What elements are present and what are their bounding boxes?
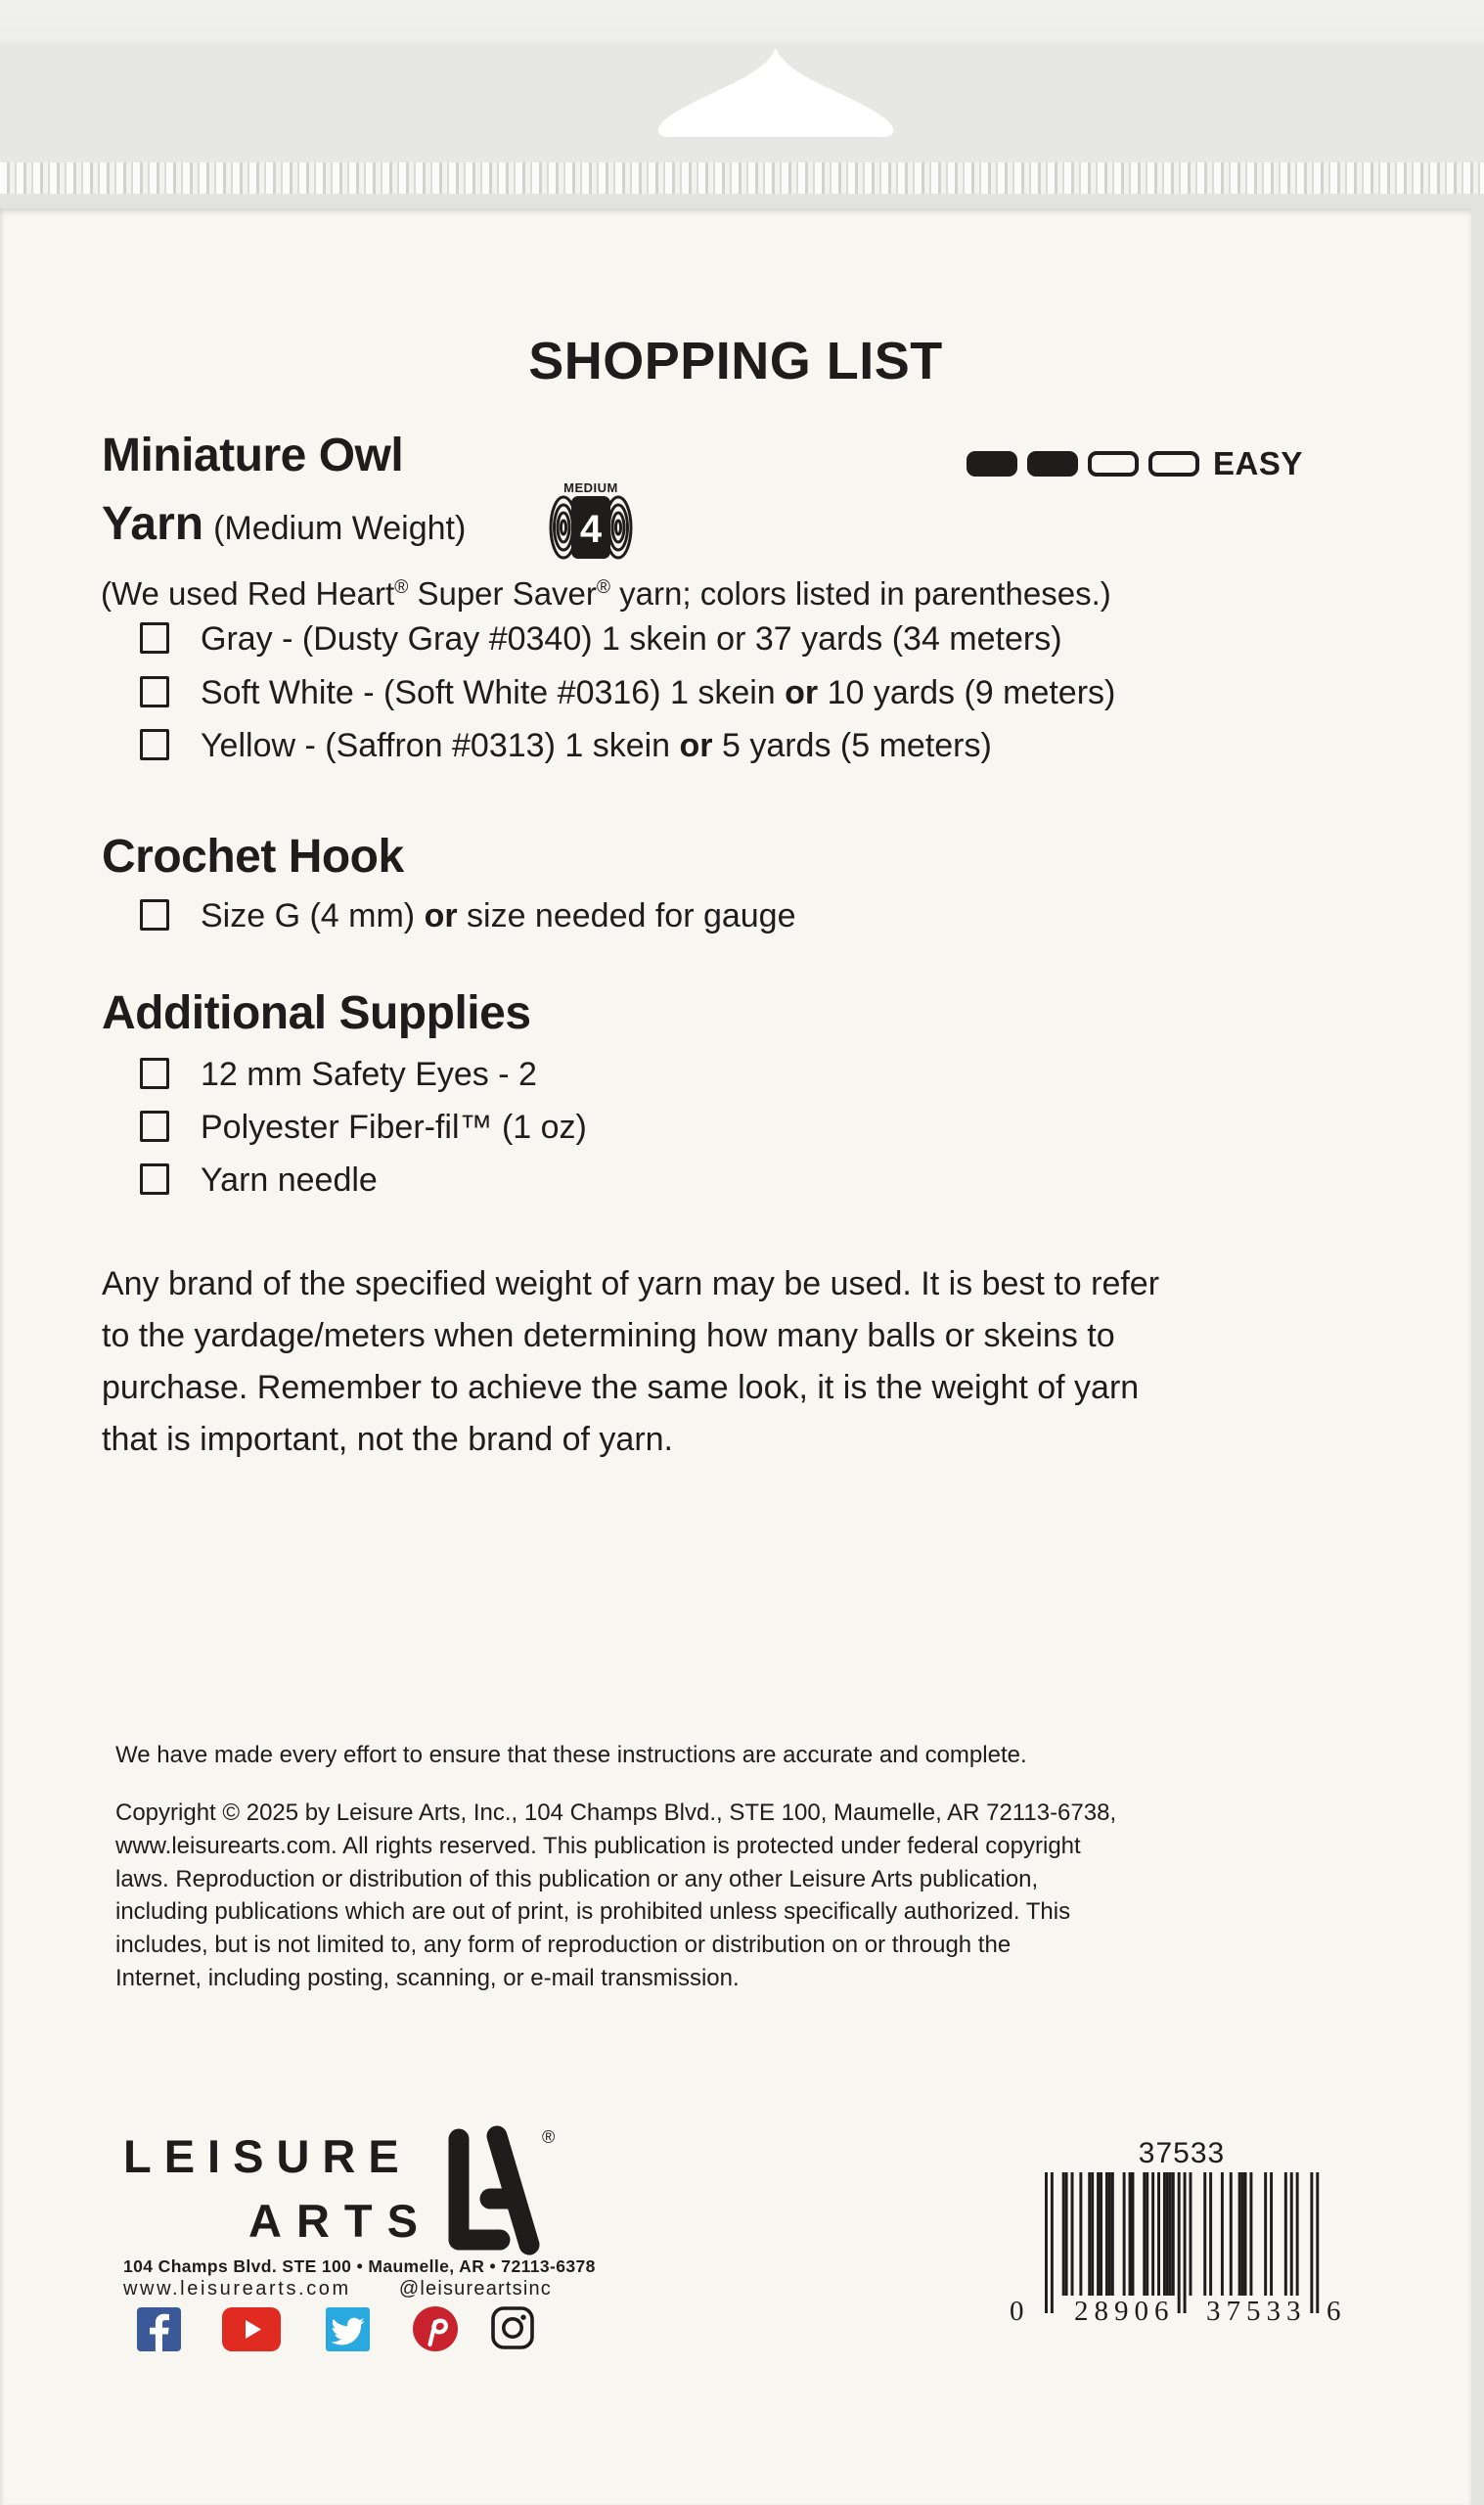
checkbox <box>140 729 169 760</box>
publisher-address: 104 Champs Blvd. STE 100 • Maumelle, AR • 72113-6378 <box>123 2256 596 2276</box>
item-text: Gray - (Dusty Gray #0340) 1 skein or 37 yards (34 meters) <box>201 620 1062 658</box>
upc-digit-group1: 28906 <box>1074 2296 1175 2327</box>
pinterest-icon <box>413 2306 458 2356</box>
accuracy-note: We have made every effort to ensure that these instructions are accurate and complete. <box>115 1742 1027 1768</box>
item-text: 12 mm Safety Eyes - 2 <box>201 1056 537 1093</box>
page-title: SHOPPING LIST <box>528 332 943 390</box>
item-or: or <box>424 897 458 934</box>
yarn-weight-number: 4 <box>579 508 603 551</box>
difficulty-label: EASY <box>1213 445 1303 481</box>
yarn-heading-word: Yarn <box>102 498 204 550</box>
item-text: Polyester Fiber-fil™ (1 oz) <box>201 1109 587 1146</box>
item-text: Soft White - (Soft White #0316) 1 skein <box>201 674 786 711</box>
yarn-brand-note-part: (We used Red Heart <box>101 575 395 612</box>
item-text: 10 yards (9 meters) <box>818 674 1116 711</box>
yarn-weight-icon-label: MEDIUM <box>563 480 618 495</box>
item-text: size needed for gauge <box>457 897 796 934</box>
additional-supplies-heading: Additional Supplies <box>102 987 531 1039</box>
hang-hole-shape <box>629 45 922 139</box>
social-handle: @leisureartsinc <box>398 2278 552 2300</box>
bag-header <box>0 0 1484 208</box>
registered-mark: ® <box>542 2127 556 2147</box>
checkbox <box>140 1163 169 1195</box>
checkbox <box>140 1111 169 1142</box>
perforation-tear-line <box>0 162 1484 194</box>
yarn-weight-note: (Medium Weight) <box>213 510 467 547</box>
registered-mark: ® <box>394 577 409 598</box>
supply-list-item <box>140 1055 537 1094</box>
registered-mark: ® <box>596 577 610 598</box>
yarn-skein-icon <box>547 494 635 561</box>
difficulty-bar-filled <box>967 451 1017 477</box>
upc-barcode <box>1037 2172 1327 2315</box>
difficulty-bar-filled <box>1027 451 1078 477</box>
copyright-text: Copyright © 2025 by Leisure Arts, Inc., 104 Champs Blvd., STE 100, Maumelle, AR 72113-6738, www.leisurearts.com. All rights reserved. This publication is protected under federal copyright laws. Reproduction or distribution of this publication or any other Leisure Arts publication, including publications which are out of print, is prohibited unless specifically authorized. This includes, but is not limited to, any form of reproduction or distribution on or through the Internet, including posting, scanning, or e-mail transmission. <box>115 1799 1117 1991</box>
leisure-arts-wordmark-line2: ARTS <box>248 2195 432 2247</box>
difficulty-bar-empty <box>1148 451 1199 477</box>
item-or: or <box>679 727 713 764</box>
checkbox <box>140 676 169 707</box>
leisure-arts-logo-mark <box>438 2123 548 2261</box>
item-text: Yarn needle <box>201 1161 378 1199</box>
item-or: or <box>785 674 819 711</box>
checkbox <box>140 622 169 654</box>
yarn-heading <box>102 497 466 551</box>
yarn-brand-note-part: yarn; colors listed in parentheses.) <box>610 575 1111 612</box>
hang-hole <box>629 45 922 144</box>
twitter-icon <box>326 2307 370 2356</box>
yarn-list-item <box>140 673 1115 712</box>
upc-digit-group2: 37533 <box>1206 2296 1307 2327</box>
checkbox <box>140 899 169 931</box>
supply-list-item <box>140 1161 378 1200</box>
yarn-list-item <box>140 726 992 765</box>
bag-edge <box>1471 208 1484 2505</box>
facebook-icon <box>137 2307 181 2356</box>
project-name-heading: Miniature Owl <box>102 430 404 481</box>
item-text: Size G (4 mm) <box>201 897 425 934</box>
yarn-weight-icon <box>544 481 638 566</box>
yarn-list-item <box>140 619 1062 659</box>
web-row <box>123 2278 552 2300</box>
instagram-icon <box>490 2305 535 2355</box>
crochet-hook-heading: Crochet Hook <box>102 831 404 883</box>
leisure-arts-wordmark-line1: LEISURE <box>123 2130 412 2182</box>
difficulty-meter <box>967 445 1303 482</box>
supply-list-item <box>140 1108 587 1147</box>
yarn-substitution-note: Any brand of the specified weight of yarn may be used. It is best to refer to the yardage/meters when determining how many balls or skeins to purchase. Remember to achieve the same look, it is the weight of yarn that is important, not the brand of yarn. <box>102 1265 1160 1458</box>
checkbox <box>140 1058 169 1089</box>
item-text: 5 yards (5 meters) <box>712 727 992 764</box>
yarn-brand-note-part: Super Saver <box>408 575 597 612</box>
item-number: 37533 <box>1138 2137 1226 2169</box>
website-url: www.leisurearts.com <box>123 2278 351 2300</box>
difficulty-bar-empty <box>1088 451 1139 477</box>
upc-digit-lead: 0 <box>1010 2296 1024 2327</box>
yarn-brand-note <box>101 575 1111 613</box>
upc-digit-check: 6 <box>1327 2296 1341 2327</box>
hook-list-item <box>140 896 796 935</box>
youtube-icon <box>222 2307 281 2356</box>
item-text: Yellow - (Saffron #0313) 1 skein <box>201 727 680 764</box>
